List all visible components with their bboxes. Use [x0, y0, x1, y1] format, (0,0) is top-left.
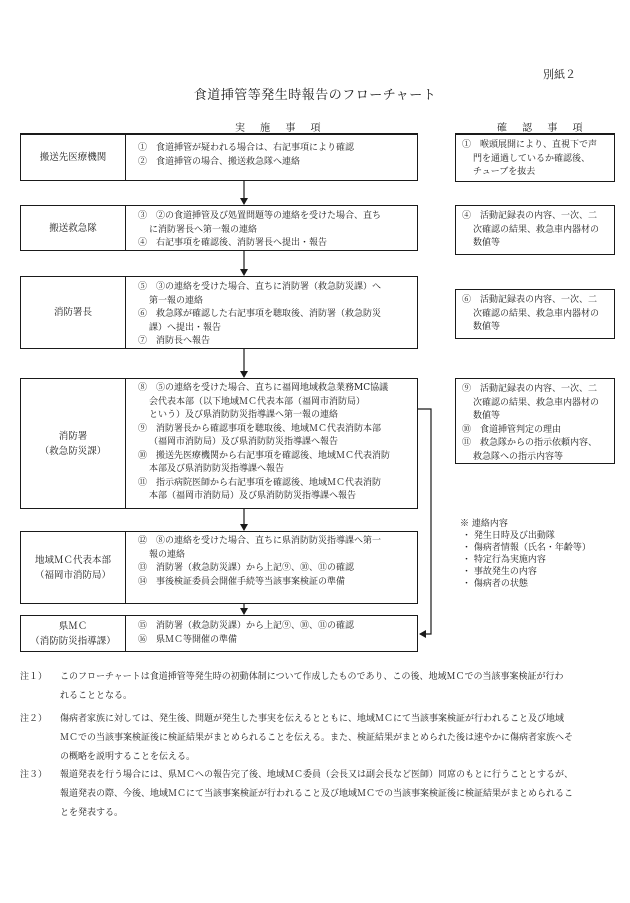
footnote-2: 注２） 傷病者家族に対しては、発生後、問題が発生した事実を伝えるとともに、地域ＭＣにて当該事案検証が行われること及び地域 ＭＣでの当該事案検証後に検証結果がまとめられることを伝える。また、検証結果がまとめられた後は速やかに傷病者家族へそ の概略を説明することを伝える。: [20, 714, 574, 762]
flow-box-label: 県ＭＣ （消防防災指導課）: [21, 616, 126, 651]
column-header-confirmation: 確 認 事 項: [497, 123, 589, 134]
flow-box-regional-mc: [20, 531, 418, 604]
column-header-implementation: 実 施 事 項: [235, 123, 327, 134]
flow-box-prefectural-mc: [20, 615, 418, 652]
contact-details: [460, 518, 591, 590]
footnote-3: 注３） 報道発表を行う場合には、県ＭＣへの報告完了後、地域ＭＣ委員（会長又は副会長など医師）同席のもとに行うこととするが、 報道発表の際、今後、地域ＭＣにて当該事案検証が行われること及び地域ＭＣでの当該事案検証後に検証結果がまとめられるこ とを発表する。: [20, 770, 574, 818]
flow-box-content: ⑧ ⑤の連絡を受けた場合、直ちに福岡地域救急業務MC協議 会代表本部（以下地域ＭＣ代表本部（福岡市消防局） という）及び県消防防災指導課へ第一報の連絡 ⑨ 消防署長から確認事項を聴取後、地域ＭＣ代表消防本部 （福岡市消防局）及び県消防防災指導課へ報告 ⑩ 搬送先医療機関から右記事項を確認後、地域ＭＣ代表消防 本部及び県消防防災指導課へ報告 ⑪ 指示病院医師から右記事項を確認後、地域ＭＣ代表消防 本部（福岡市消防局）及び県消防防災指導課へ報告: [138, 383, 391, 501]
flow-arrow-bypass: [418, 409, 431, 634]
flow-box-ambulance-team: [20, 205, 418, 251]
confirm-box: ① 喉頭展開により、直視下で声 門を通過しているか確認後、 チューブを抜去: [455, 134, 615, 182]
flow-box-content: ⑤ ③の連絡を受けた場合、直ちに消防署（救急防災課）へ 第一報の連絡 ⑥ 救急隊が確認した右記事項を聴取後、消防署（救急防災 課）へ提出・報告 ⑦ 消防長へ報告: [138, 282, 382, 346]
confirm-box: ⑥ 活動記録表の内容、一次、二 次確認の結果、救急車内器材の 数値等: [455, 289, 615, 339]
confirm-box: ⑨ 活動記録表の内容、一次、二 次確認の結果、救急車内器材の 数値等 ⑩ 食道挿管判定の理由 ⑪ 救急隊からの指示依頼内容、 救急隊への指示内容等: [455, 378, 615, 464]
contact-item: ・ 傷病者の状態: [462, 579, 528, 589]
flow-box-fire-department: [20, 378, 418, 509]
contact-item: ・ 事故発生の内容: [462, 567, 537, 577]
flow-box-content: ⑮ 消防署（救急防災課）から上記⑨、⑩、⑪の確認 ⑯ 県ＭＣ等開催の準備: [138, 621, 355, 645]
page-title: 食道挿管等発生時報告のフローチャート: [193, 88, 437, 103]
document-reference: 別紙２: [543, 68, 576, 81]
contact-item: ・ 傷病者情報（氏名・年齢等）: [462, 543, 591, 553]
flow-box-content: ① 食道挿管が疑われる場合は、右記事項により確認 ② 食道挿管の場合、搬送救急隊へ連絡: [138, 143, 355, 167]
flow-box-content: ⑫ ⑧の連絡を受けた場合、直ちに県消防防災指導課へ第一 報の連絡 ⑬ 消防署（救急防災課）から上記⑨、⑩、⑪の確認 ⑭ 事後検証委員会開催手続等当該事案検証の準備: [138, 536, 382, 587]
flow-box-label: 消防署長: [21, 277, 126, 348]
flow-box-fire-station-chief: [20, 276, 418, 349]
flow-box-label: 搬送先医療機関: [21, 135, 126, 180]
flow-box-label: 搬送救急隊: [21, 206, 126, 250]
footnote-1: 注１） このフローチャートは食道挿管等発生時の初動体制について作成したものであり、この後、地域ＭＣでの当該事案検証が行わ れることとなる。: [20, 672, 564, 701]
flow-box-content: ③ ②の食道挿管及び処置問題等の連絡を受けた場合、直ち に消防署長へ第一報の連絡 ④ 右記事項を確認後、消防署長へ提出・報告: [138, 211, 382, 248]
contact-details-heading: ※ 連絡内容: [460, 519, 508, 529]
contact-item: ・ 特定行為実施内容: [462, 555, 546, 565]
flow-box-hospital: [20, 134, 418, 181]
flow-box-label: 地域ＭＣ代表本部 （福岡市消防局）: [21, 532, 126, 603]
flow-box-label: 消防署 （救急防災課）: [21, 379, 126, 508]
contact-item: ・ 発生日時及び出動隊: [462, 531, 555, 541]
confirm-box: ④ 活動記録表の内容、一次、二 次確認の結果、救急車内器材の 数値等: [455, 205, 615, 255]
